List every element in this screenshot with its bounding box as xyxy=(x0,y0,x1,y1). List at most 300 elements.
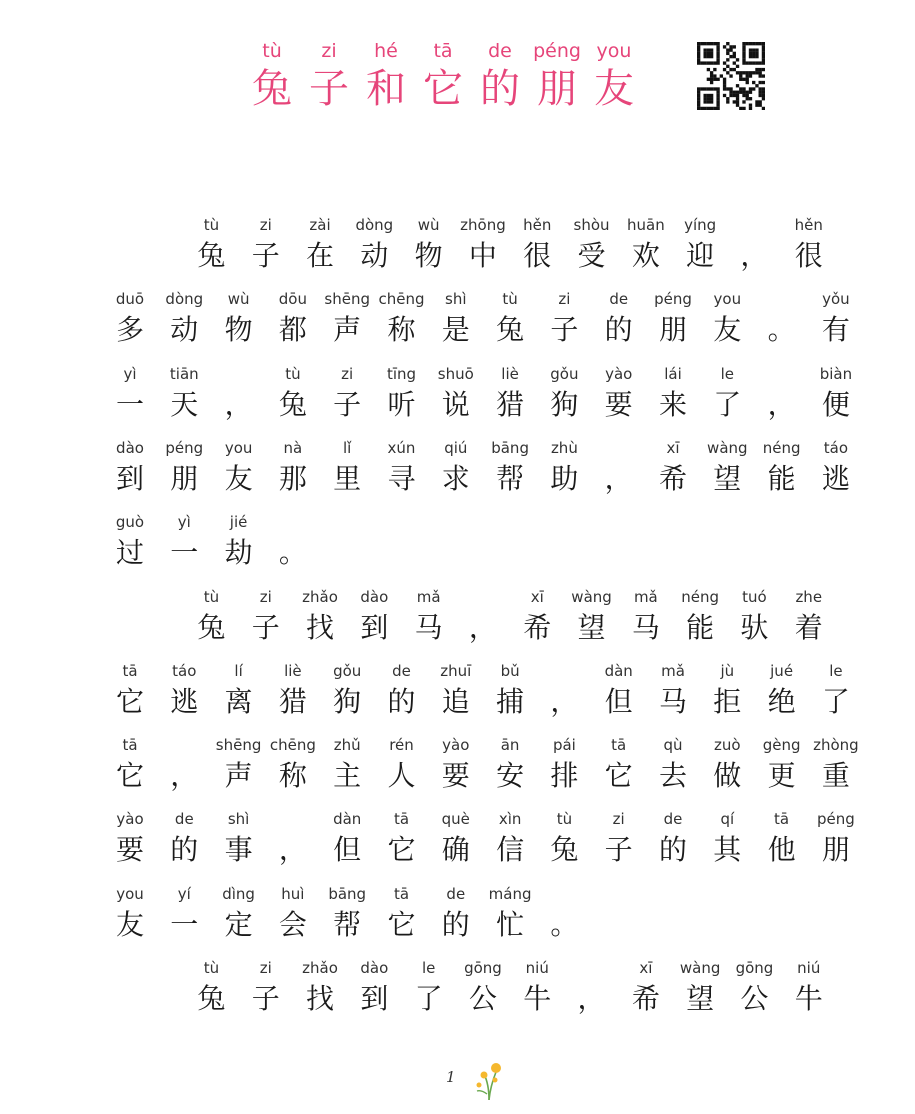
char-cell xyxy=(697,734,757,796)
char-cell xyxy=(507,957,567,1019)
char-cell xyxy=(263,363,323,425)
hanzi: 的 xyxy=(441,907,470,941)
hanzi: 朋 xyxy=(821,833,850,867)
pinyin: le xyxy=(720,364,734,383)
hanzi: 过 xyxy=(115,536,144,570)
hanzi: 希 xyxy=(523,610,552,644)
pinyin: yào xyxy=(442,736,470,755)
char-cell xyxy=(317,808,377,870)
hanzi: 天 xyxy=(170,387,199,421)
pinyin: zhǔ xyxy=(333,736,361,755)
char-cell xyxy=(317,660,377,722)
char-cell xyxy=(263,808,323,870)
char-cell xyxy=(399,586,459,648)
hanzi: 来 xyxy=(658,387,687,421)
char-cell xyxy=(100,437,160,499)
char-cell xyxy=(697,288,757,350)
pinyin: zi xyxy=(259,587,272,606)
text-line-3 xyxy=(0,437,915,503)
pinyin: dòng xyxy=(165,290,204,309)
pinyin: chēng xyxy=(378,290,425,309)
pinyin: jù xyxy=(720,661,735,680)
char-cell xyxy=(263,437,323,499)
hanzi: 到 xyxy=(360,982,389,1015)
char-cell xyxy=(589,808,649,870)
hanzi: 它 xyxy=(115,684,144,718)
pinyin: yào xyxy=(116,810,144,829)
pinyin: lí xyxy=(234,661,243,680)
pinyin: tā xyxy=(774,810,790,829)
hanzi: 到 xyxy=(360,610,389,644)
hanzi: 要 xyxy=(115,833,144,867)
pinyin: gōng xyxy=(735,959,774,977)
char-cell xyxy=(100,363,160,425)
hanzi: 朋 xyxy=(170,461,199,495)
char-cell xyxy=(344,214,404,276)
hanzi: 有 xyxy=(821,313,850,347)
char-cell xyxy=(697,808,757,870)
pinyin: zi xyxy=(341,364,354,383)
hanzi: 一 xyxy=(170,907,199,941)
char-cell xyxy=(534,363,594,425)
char-cell xyxy=(317,288,377,350)
char-cell xyxy=(670,957,730,1019)
pinyin xyxy=(263,808,323,830)
pinyin: you xyxy=(713,290,742,309)
hanzi: 主 xyxy=(333,759,362,793)
char-cell xyxy=(154,288,214,350)
pinyin xyxy=(752,363,812,385)
hanzi: 了 xyxy=(713,387,742,421)
pinyin: nà xyxy=(283,438,303,457)
char-cell xyxy=(480,288,540,350)
title-hanzi-1: 子 xyxy=(309,66,349,112)
title-hanzi-5: 朋 xyxy=(537,66,577,112)
hanzi: 它 xyxy=(387,907,416,941)
pinyin: wàng xyxy=(679,959,721,977)
hanzi: 动 xyxy=(170,313,199,347)
hanzi: 说 xyxy=(441,387,470,421)
hanzi: 人 xyxy=(387,759,416,793)
char-cell xyxy=(534,808,594,870)
text-line-5 xyxy=(0,586,915,652)
pinyin: gǒu xyxy=(333,661,362,680)
hanzi: 了 xyxy=(414,982,443,1015)
pinyin xyxy=(209,363,269,385)
char-cell xyxy=(480,808,540,870)
hanzi: 狗 xyxy=(550,387,579,421)
pinyin: tuó xyxy=(742,587,767,606)
hanzi: 做 xyxy=(713,759,742,793)
pinyin: qù xyxy=(663,736,683,755)
pinyin xyxy=(534,660,594,682)
hanzi: 中 xyxy=(468,239,497,272)
title-hanzi-6: 友 xyxy=(594,66,634,112)
hanzi: 子 xyxy=(251,610,280,644)
char-cell xyxy=(209,808,269,870)
char-cell xyxy=(643,808,703,870)
hanzi: 公 xyxy=(740,982,769,1015)
char-cell xyxy=(562,214,622,276)
hanzi: 寻 xyxy=(387,461,416,495)
hanzi: 求 xyxy=(441,461,470,495)
hanzi: 物 xyxy=(224,313,253,347)
hanzi: 的 xyxy=(658,833,687,867)
pinyin: de xyxy=(609,290,629,309)
hanzi: 欢 xyxy=(631,239,660,272)
char-cell xyxy=(724,957,784,1019)
hanzi: 子 xyxy=(251,982,280,1015)
pinyin: wù xyxy=(227,290,250,309)
char-cell xyxy=(643,437,703,499)
pinyin: biàn xyxy=(819,364,853,383)
hanzi: 子 xyxy=(550,313,579,347)
pinyin: yǒu xyxy=(822,290,850,309)
pinyin: tīng xyxy=(386,364,417,383)
page-footer xyxy=(440,1060,520,1100)
pinyin: zhōng xyxy=(460,216,506,234)
pinyin: gèng xyxy=(762,736,801,755)
pinyin: xún xyxy=(387,438,416,457)
hanzi: 着 xyxy=(794,610,823,644)
pinyin xyxy=(154,734,214,756)
title-hanzi-2: 和 xyxy=(366,66,406,112)
hanzi: 追 xyxy=(441,684,470,718)
char-cell xyxy=(290,957,350,1019)
char-cell xyxy=(263,511,323,573)
pinyin: dào xyxy=(116,438,144,457)
pinyin: zhù xyxy=(550,438,578,457)
char-cell xyxy=(263,883,323,945)
pinyin: wàng xyxy=(571,587,612,606)
hanzi: 但 xyxy=(604,684,633,718)
pinyin: tā xyxy=(122,736,138,755)
title-pinyin-5: péng xyxy=(533,40,581,62)
title-pinyin-0: tù xyxy=(262,40,282,62)
hanzi: 它 xyxy=(115,759,144,793)
hanzi: 绝 xyxy=(767,684,796,718)
char-cell xyxy=(154,734,214,796)
char-cell xyxy=(806,734,866,796)
hanzi: 狗 xyxy=(333,684,362,718)
pinyin: liè xyxy=(284,661,302,680)
char-cell xyxy=(426,660,486,722)
title-hanzi-3: 它 xyxy=(423,66,463,112)
hanzi: 听 xyxy=(387,387,416,421)
pinyin: tù xyxy=(502,290,518,309)
hanzi: 朋 xyxy=(658,313,687,347)
hanzi: 安 xyxy=(496,759,525,793)
hanzi: 它 xyxy=(604,759,633,793)
pinyin: zi xyxy=(558,290,571,309)
char-cell xyxy=(100,808,160,870)
pinyin: de xyxy=(446,884,466,903)
pinyin: you xyxy=(116,884,144,903)
pinyin xyxy=(562,957,622,979)
pinyin: zhǎo xyxy=(302,959,338,977)
hanzi: 声 xyxy=(333,313,362,347)
hanzi: 兔 xyxy=(550,833,579,867)
hanzi: 称 xyxy=(387,313,416,347)
char-cell xyxy=(507,214,567,276)
char-cell xyxy=(643,734,703,796)
char-cell xyxy=(589,437,649,499)
hanzi: 马 xyxy=(631,610,660,644)
char-cell xyxy=(317,883,377,945)
char-cell xyxy=(426,437,486,499)
text-line-10 xyxy=(0,957,915,1023)
text-line-7 xyxy=(0,734,915,800)
char-cell xyxy=(616,586,676,648)
char-cell xyxy=(209,437,269,499)
pinyin: shuō xyxy=(437,364,474,383)
hanzi: 声 xyxy=(224,759,253,793)
hanzi: 在 xyxy=(306,239,335,272)
hanzi: 兔 xyxy=(197,239,226,272)
pinyin: liè xyxy=(501,364,519,383)
pinyin: tā xyxy=(393,884,410,903)
hanzi: 称 xyxy=(278,759,307,793)
hanzi: 帮 xyxy=(496,461,525,495)
char-cell xyxy=(372,808,432,870)
hanzi: 会 xyxy=(278,907,307,941)
char-cell xyxy=(724,586,784,648)
pinyin: táo xyxy=(172,661,197,680)
hanzi: 捕 xyxy=(496,684,525,718)
hanzi: 助 xyxy=(550,461,579,495)
pinyin: tā xyxy=(393,810,410,829)
title-pinyin-4: de xyxy=(488,40,512,62)
char-cell xyxy=(209,363,269,425)
pinyin: dōu xyxy=(278,290,307,309)
pinyin: dào xyxy=(360,959,389,977)
pinyin: néng xyxy=(681,587,720,606)
char-cell xyxy=(616,957,676,1019)
hanzi: 的 xyxy=(387,684,416,718)
hanzi: 要 xyxy=(441,759,470,793)
char-cell xyxy=(589,363,649,425)
hanzi: 受 xyxy=(577,239,606,272)
hanzi: 是 xyxy=(441,313,470,347)
char-cell xyxy=(181,586,241,648)
char-cell xyxy=(480,883,540,945)
char-cell xyxy=(154,808,214,870)
char-cell xyxy=(534,883,594,945)
pinyin: niú xyxy=(525,959,549,977)
pinyin: tā xyxy=(122,661,138,680)
pinyin: shì xyxy=(227,810,250,829)
hanzi: 希 xyxy=(658,461,687,495)
char-cell xyxy=(154,660,214,722)
hanzi: 友 xyxy=(115,907,144,941)
char-cell xyxy=(534,734,594,796)
char-cell xyxy=(263,734,323,796)
pinyin: de xyxy=(663,810,683,829)
hanzi: 。 xyxy=(767,313,796,347)
hanzi: 望 xyxy=(577,610,606,644)
hanzi: 离 xyxy=(224,684,253,718)
hanzi: ， xyxy=(278,833,307,867)
pinyin: huān xyxy=(626,216,665,234)
hanzi: 猎 xyxy=(496,387,525,421)
pinyin: jié xyxy=(229,513,248,532)
pinyin: shēng xyxy=(324,290,370,309)
char-cell xyxy=(372,660,432,722)
pinyin: hěn xyxy=(523,216,552,234)
char-cell xyxy=(697,660,757,722)
pinyin: pái xyxy=(552,736,576,755)
char-cell xyxy=(779,957,839,1019)
qr-code-icon[interactable] xyxy=(697,42,765,110)
pinyin: què xyxy=(441,810,470,829)
title-pinyin-6: you xyxy=(596,40,632,62)
char-cell xyxy=(209,734,269,796)
char-cell xyxy=(154,437,214,499)
char-cell xyxy=(453,586,513,648)
char-cell xyxy=(372,883,432,945)
pinyin: táo xyxy=(823,438,849,457)
hanzi: 兔 xyxy=(197,610,226,644)
pinyin: lái xyxy=(664,364,682,383)
char-cell xyxy=(209,660,269,722)
char-cell xyxy=(480,734,540,796)
pinyin: niú xyxy=(797,959,821,977)
char-cell xyxy=(372,437,432,499)
pinyin: qiú xyxy=(444,438,468,457)
pinyin: huì xyxy=(281,884,305,903)
hanzi: 重 xyxy=(821,759,850,793)
char-cell xyxy=(154,363,214,425)
flower-icon xyxy=(474,1060,504,1100)
char-cell xyxy=(209,288,269,350)
char-cell xyxy=(453,214,513,276)
pinyin xyxy=(453,586,513,608)
pinyin: dàn xyxy=(604,661,633,680)
hanzi: ， xyxy=(604,461,633,495)
char-cell xyxy=(480,660,540,722)
char-cell xyxy=(181,214,241,276)
pinyin: le xyxy=(829,661,843,680)
pinyin: yíng xyxy=(684,216,717,234)
hanzi: 那 xyxy=(278,461,307,495)
char-cell xyxy=(752,288,812,350)
pinyin: gōng xyxy=(464,959,502,977)
char-cell xyxy=(236,957,296,1019)
char-cell xyxy=(480,437,540,499)
char-cell xyxy=(317,363,377,425)
hanzi: 拒 xyxy=(713,684,742,718)
pinyin xyxy=(263,511,323,533)
char-cell xyxy=(372,288,432,350)
hanzi: 牛 xyxy=(523,982,552,1015)
title-pinyin-1: zi xyxy=(321,40,337,62)
hanzi: 但 xyxy=(333,833,362,867)
pinyin: dào xyxy=(360,587,389,606)
hanzi: 能 xyxy=(767,461,796,495)
char-cell xyxy=(426,734,486,796)
hanzi: 信 xyxy=(496,833,525,867)
pinyin: mǎ xyxy=(661,661,685,680)
pinyin: dàn xyxy=(333,810,362,829)
hanzi: 迎 xyxy=(686,239,715,272)
hanzi: 找 xyxy=(306,982,335,1015)
pinyin: yì xyxy=(123,364,137,383)
pinyin: máng xyxy=(488,884,532,903)
page-number: 1 xyxy=(446,1068,456,1086)
char-cell xyxy=(209,511,269,573)
pinyin: zhòng xyxy=(813,736,859,755)
text-line-4 xyxy=(0,511,915,577)
char-cell xyxy=(100,883,160,945)
hanzi: 都 xyxy=(278,313,307,347)
char-cell xyxy=(317,734,377,796)
pinyin: tù xyxy=(203,959,220,977)
pinyin: bāng xyxy=(491,438,529,457)
hanzi: 定 xyxy=(224,907,253,941)
hanzi: 友 xyxy=(224,461,253,495)
char-cell xyxy=(752,808,812,870)
char-cell xyxy=(752,363,812,425)
text-line-0 xyxy=(0,214,915,280)
hanzi: 公 xyxy=(468,982,497,1015)
hanzi: 一 xyxy=(115,387,144,421)
char-cell xyxy=(752,660,812,722)
char-cell xyxy=(100,660,160,722)
char-cell xyxy=(534,660,594,722)
pinyin: tù xyxy=(203,216,220,234)
hanzi: 找 xyxy=(306,610,335,644)
pinyin: hěn xyxy=(794,216,823,234)
hanzi: 逃 xyxy=(170,684,199,718)
pinyin: rén xyxy=(389,736,414,755)
char-cell xyxy=(806,437,866,499)
char-cell xyxy=(779,586,839,648)
hanzi: 子 xyxy=(333,387,362,421)
char-cell xyxy=(643,288,703,350)
char-cell xyxy=(372,363,432,425)
pinyin: zi xyxy=(259,959,272,977)
hanzi: 马 xyxy=(414,610,443,644)
char-cell xyxy=(643,660,703,722)
char-cell xyxy=(426,288,486,350)
char-cell xyxy=(697,363,757,425)
char-cell xyxy=(697,437,757,499)
pinyin: de xyxy=(174,810,194,829)
page-title xyxy=(250,38,650,118)
hanzi: 事 xyxy=(224,833,253,867)
char-cell xyxy=(507,586,567,648)
text-line-8 xyxy=(0,808,915,874)
char-cell xyxy=(724,214,784,276)
hanzi: 子 xyxy=(604,833,633,867)
pinyin: zhe xyxy=(795,587,823,606)
hanzi: 很 xyxy=(523,239,552,272)
hanzi: 子 xyxy=(251,239,280,272)
hanzi: 兔 xyxy=(278,387,307,421)
hanzi: 。 xyxy=(278,536,307,570)
hanzi: ， xyxy=(577,982,606,1015)
pinyin: mǎ xyxy=(416,587,441,606)
pinyin: xī xyxy=(639,959,653,977)
pinyin: péng xyxy=(165,438,204,457)
pinyin: de xyxy=(392,661,411,680)
char-cell xyxy=(752,734,812,796)
pinyin: yì xyxy=(177,513,191,532)
hanzi: 更 xyxy=(767,759,796,793)
char-cell xyxy=(589,734,649,796)
title-pinyin-3: tā xyxy=(433,40,453,62)
char-cell xyxy=(806,660,866,722)
